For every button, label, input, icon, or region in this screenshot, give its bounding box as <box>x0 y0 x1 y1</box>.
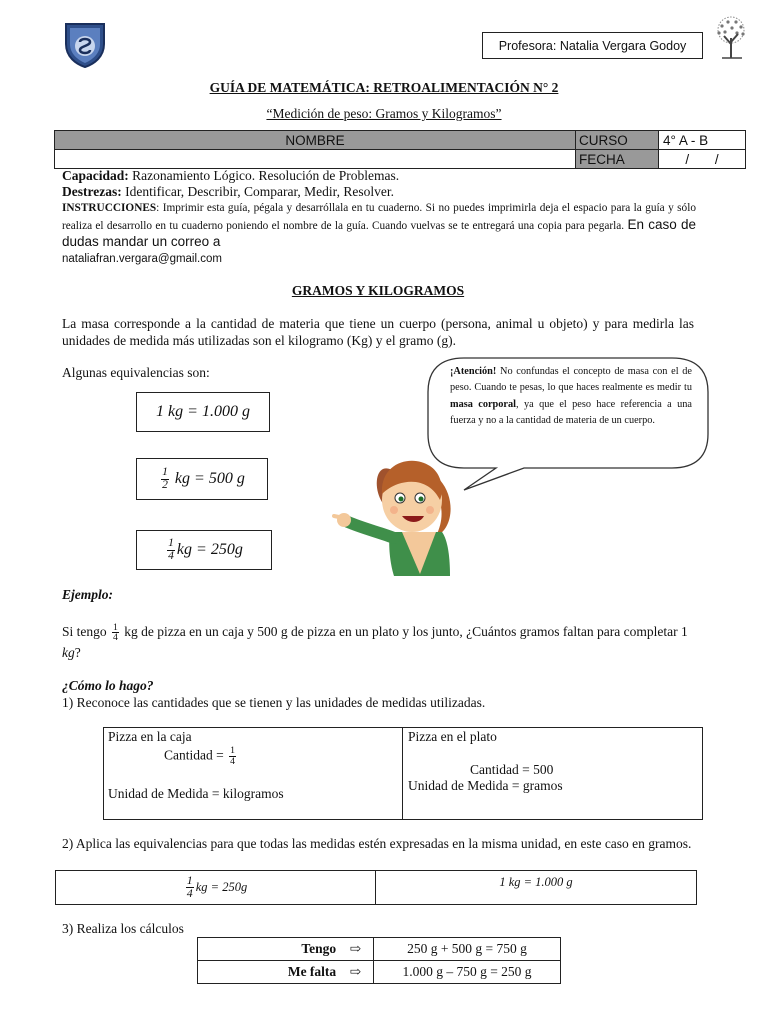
step-1: 1) Reconoce las cantidades que se tienen y las unidades de medidas utilizadas. <box>62 695 486 710</box>
tree-logo <box>708 14 754 64</box>
example-q-end: ? <box>74 645 81 661</box>
destrezas-label: Destrezas: <box>62 184 122 199</box>
pizza-box-qty <box>164 746 238 766</box>
destrezas-text: Identificar, Describir, Comparar, Medir, Resolver. <box>125 184 394 199</box>
example-q-kg: kg <box>62 645 75 661</box>
arrow-icon: ⇨ <box>349 964 361 979</box>
pizza-plate-title: Pizza en el plato <box>408 729 497 744</box>
equivalence-1: 1 kg = 1.000 g <box>156 403 250 420</box>
school-logo <box>62 20 108 68</box>
calc-row-2-value: 1.000 g – 750 g = 250 g <box>374 961 561 984</box>
capacidad-label: Capacidad: <box>62 168 129 183</box>
teacher-box <box>482 32 703 59</box>
equivalence-2: kg = 500 g <box>174 470 245 487</box>
callout-bold-2: masa corporal <box>450 398 517 410</box>
girl-illustration <box>332 440 462 576</box>
pizza-box-unit: Unidad de Medida = kilogramos <box>108 786 284 801</box>
student-info-table <box>54 130 746 169</box>
equivalence-3: kg = 250g <box>176 541 243 558</box>
step-3: 3) Realiza los cálculos <box>62 921 184 936</box>
destrezas-line <box>62 184 394 200</box>
speech-bubble <box>424 352 712 492</box>
tengo-label: Tengo <box>301 941 337 956</box>
capacidad-text: Razonamiento Lógico. Resolución de Problemas. <box>132 168 400 183</box>
pizza-plate-qty: Cantidad = 500 <box>470 762 554 777</box>
pizza-box-cell <box>104 728 403 819</box>
calc-row-1-label <box>198 938 374 961</box>
page-subtitle: “Medición de peso: Gramos y Kilogramos” <box>266 106 502 121</box>
equivalence-box-1 <box>136 392 270 432</box>
equivalence-box-3 <box>136 530 272 570</box>
conversion-right <box>376 875 696 890</box>
callout-text-2: , ya que el peso hace referencia a una fuerza y no a la cantidad de materia de un cuerpo. <box>450 398 692 426</box>
conversion-right-text: 1 kg = 1.000 g <box>499 875 573 889</box>
instrucciones-block <box>62 201 696 267</box>
equivalence-box-2 <box>136 458 268 500</box>
example-q-a: Si tengo <box>62 624 107 639</box>
conversion-left-text: kg = 250g <box>195 880 248 894</box>
dudas-text: En caso de dudas mandar un correo a <box>62 216 696 249</box>
calc-row-2-label <box>198 961 374 984</box>
callout-bold-1: ¡Atención! <box>450 366 497 377</box>
arrow-icon: ⇨ <box>349 941 361 956</box>
conversion-table <box>55 870 697 905</box>
equiv-intro: Algunas equivalencias son: <box>62 365 210 380</box>
pizza-plate-cell <box>404 728 700 819</box>
vuelvas-text: Cuando vuelvas se te entregará una copia para pegarla. <box>371 219 625 232</box>
pizza-box-qty-label: Cantidad = <box>164 747 224 763</box>
half-fraction: $\frac{1}{2}$ <box>162 465 168 491</box>
curso-label: CURSO <box>576 131 659 150</box>
fecha-value: / / <box>685 151 719 167</box>
pizza-table <box>103 727 703 820</box>
nombre-field[interactable] <box>55 150 576 169</box>
conversion-left <box>56 871 376 904</box>
example-label: Ejemplo: <box>62 587 113 602</box>
nombre-label: NOMBRE <box>55 131 576 150</box>
pizza-plate-unit: Unidad de Medida = gramos <box>408 778 563 793</box>
conversion-fraction: $\frac{1}{4}$ <box>186 873 193 900</box>
fecha-label: FECHA <box>576 150 659 169</box>
section-title: GRAMOS Y KILOGRAMOS <box>291 283 465 298</box>
example-q-b: kg de pizza en un caja y 500 g de pizza en un plato y los junto, ¿Cuántos gramos faltan para completar 1 <box>124 624 688 639</box>
contact-email[interactable]: nataliafran.vergara@gmail.com <box>62 252 222 265</box>
intro-paragraph: La masa corresponde a la cantidad de materia que tiene un cuerpo (persona, animal u objeto) y para medirla las unidades de medida más utilizadas son el kilogramo (Kg) y el gramo (g). <box>62 316 694 348</box>
quarter-fraction: $\frac{1}{4}$ <box>168 536 174 562</box>
instrucciones-text: : Imprimir esta guía, pégala y desarróllala en tu cuaderno. Si no puedes imprimirla deja el espacio para la guía y sólo realiza el desarrollo en tu cuaderno poniendo el nombre de la guía. <box>62 202 696 232</box>
how-title: ¿Cómo lo hago? <box>62 678 154 693</box>
example-fraction: $\frac{1}{4}$ <box>113 621 118 644</box>
pizza-box-fraction: $\frac{1}{4}$ <box>230 745 235 767</box>
teacher-name: Profesora: Natalia Vergara Godoy <box>498 38 687 53</box>
pizza-box-title: Pizza en la caja <box>108 729 192 744</box>
curso-value: 4° A - B <box>659 131 746 150</box>
step-2: 2) Aplica las equivalencias para que todas las medidas estén expresadas en la misma unidad, en este caso en gramos. <box>62 836 692 851</box>
instrucciones-label: INSTRUCCIONES <box>62 202 157 214</box>
callout-text-1: No confundas el concepto de masa con el de peso. Cuando te pesas, lo que haces realmente es medir tu <box>450 366 692 394</box>
example-question <box>62 622 696 663</box>
capacidad-line <box>62 168 399 184</box>
me-falta-label: Me falta <box>287 964 337 979</box>
calc-row-1-value: 250 g + 500 g = 750 g <box>374 938 561 961</box>
fecha-field[interactable] <box>659 150 746 169</box>
calculation-table <box>197 937 561 984</box>
page-title: GUÍA DE MATEMÁTICA: RETROALIMENTACIÓN N° 2 <box>209 80 559 95</box>
